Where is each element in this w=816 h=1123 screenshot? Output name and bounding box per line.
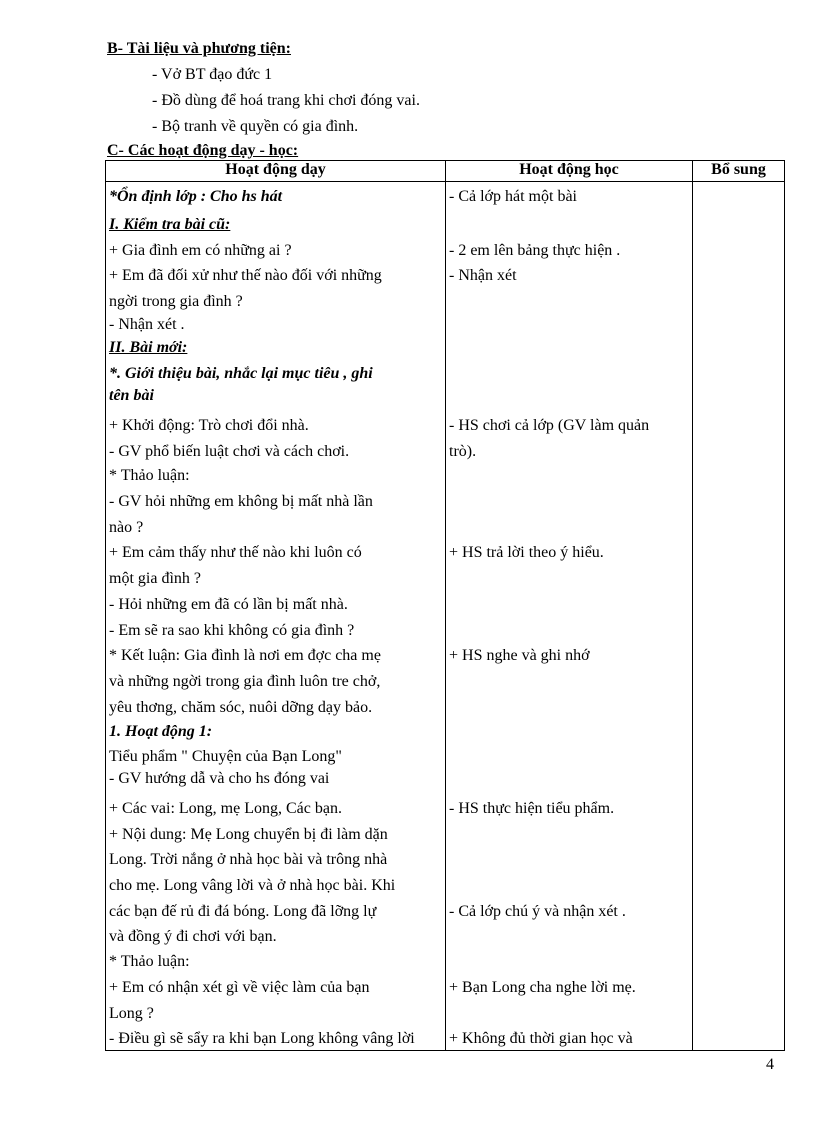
student-line: trò). (449, 443, 477, 460)
teacher-line: II. Bài mới: (109, 339, 188, 356)
teacher-line: một gia đình ? (109, 570, 201, 587)
teacher-line: *Ổn định lớp : Cho hs hát (109, 188, 283, 205)
teacher-line: - Hỏi những em đã có lần bị mất nhà. (109, 596, 348, 613)
teacher-line: * Thảo luận: (109, 467, 190, 484)
section-c-title: C- Các hoạt động dạy - học: (107, 142, 299, 159)
teacher-line: + Em cảm thấy như thế nào khi luôn có (109, 544, 362, 561)
teacher-line: nào ? (109, 519, 144, 536)
section-b-item: - Bộ tranh về quyền có gia đình. (152, 118, 359, 135)
header-teacher: Hoạt động dạy (106, 161, 446, 182)
teacher-line: các bạn đế rủ đi đá bóng. Long đã lỡng lự (109, 903, 377, 920)
student-line: - HS chơi cả lớp (GV làm quản (449, 417, 650, 434)
student-column (446, 182, 692, 1050)
student-line: - HS thực hiện tiểu phẩm. (449, 800, 615, 817)
student-line: - Cả lớp hát một bài (449, 188, 577, 205)
section-b-item: - Vở BT đạo đức 1 (152, 66, 273, 83)
teacher-line: - GV hỏi những em không bị mất nhà lần (109, 493, 373, 510)
teacher-line: yêu thơng, chăm sóc, nuôi dỡng dạy bảo. (109, 699, 373, 716)
student-line: - Nhận xét (449, 267, 517, 284)
header-extra: Bổ sung (693, 161, 785, 182)
teacher-line: - GV phổ biến luật chơi và cách chơi. (109, 443, 350, 460)
student-line: + HS nghe và ghi nhớ (449, 647, 590, 664)
teacher-line: I. Kiểm tra bài cũ: (109, 216, 231, 233)
header-student: Hoạt động học (446, 161, 693, 182)
teacher-line: + Khởi động: Trò chơi đổi nhà. (109, 417, 309, 434)
teacher-line: - Điều gì sẽ sẩy ra khi bạn Long không vâng lời (109, 1030, 415, 1047)
teacher-line: ngời trong gia đình ? (109, 293, 243, 310)
section-b-title: B- Tài liệu và phương tiện: (107, 40, 291, 57)
student-line: + Không đủ thời gian học và (449, 1030, 633, 1047)
teacher-line: - Em sẽ ra sao khi không có gia đình ? (109, 622, 355, 639)
teacher-line: + Em có nhận xét gì về việc làm của bạn (109, 979, 370, 996)
student-line: + HS trả lời theo ý hiểu. (449, 544, 604, 561)
teacher-line: - GV hướng dẫ và cho hs đóng vai (109, 770, 330, 787)
teacher-line: Long ? (109, 1005, 154, 1022)
student-line: + Bạn Long cha nghe lời mẹ. (449, 979, 636, 996)
teacher-line: 1. Hoạt động 1: (109, 723, 213, 740)
teacher-column (106, 182, 445, 1050)
teacher-line: và đồng ý đi chơi với bạn. (109, 928, 277, 945)
teacher-line: tên bài (109, 387, 154, 404)
teacher-line: và những ngời trong gia đình luôn tre chở, (109, 673, 381, 690)
teacher-line: + Gia đình em có những ai ? (109, 242, 292, 259)
extra-column (693, 182, 784, 1050)
teacher-line: Long. Trời nắng ở nhà học bài và trông nhà (109, 851, 388, 868)
student-line: - Cả lớp chú ý và nhận xét . (449, 903, 626, 920)
teacher-line: cho mẹ. Long vâng lời và ở nhà học bài. Khi (109, 877, 396, 894)
teacher-line: *. Giới thiệu bài, nhắc lại mục tiêu , ghi (109, 365, 373, 382)
teacher-line: + Em đã đối xử như thế nào đối với những (109, 267, 382, 284)
page-number: 4 (766, 1056, 774, 1073)
teacher-line: * Kết luận: Gia đình là nơi em đợc cha mẹ (109, 647, 381, 664)
teacher-line: + Nội dung: Mẹ Long chuyển bị đi làm dặn (109, 826, 388, 843)
teacher-line: Tiểu phẩm " Chuyện của Bạn Long" (109, 748, 342, 765)
student-line: - 2 em lên bảng thực hiện . (449, 242, 621, 259)
section-b-item: - Đồ dùng để hoá trang khi chơi đóng vai. (152, 92, 420, 109)
teacher-line: + Các vai: Long, mẹ Long, Các bạn. (109, 800, 342, 817)
teacher-line: - Nhận xét . (109, 316, 185, 333)
teacher-line: * Thảo luận: (109, 953, 190, 970)
activity-table (105, 160, 785, 1051)
